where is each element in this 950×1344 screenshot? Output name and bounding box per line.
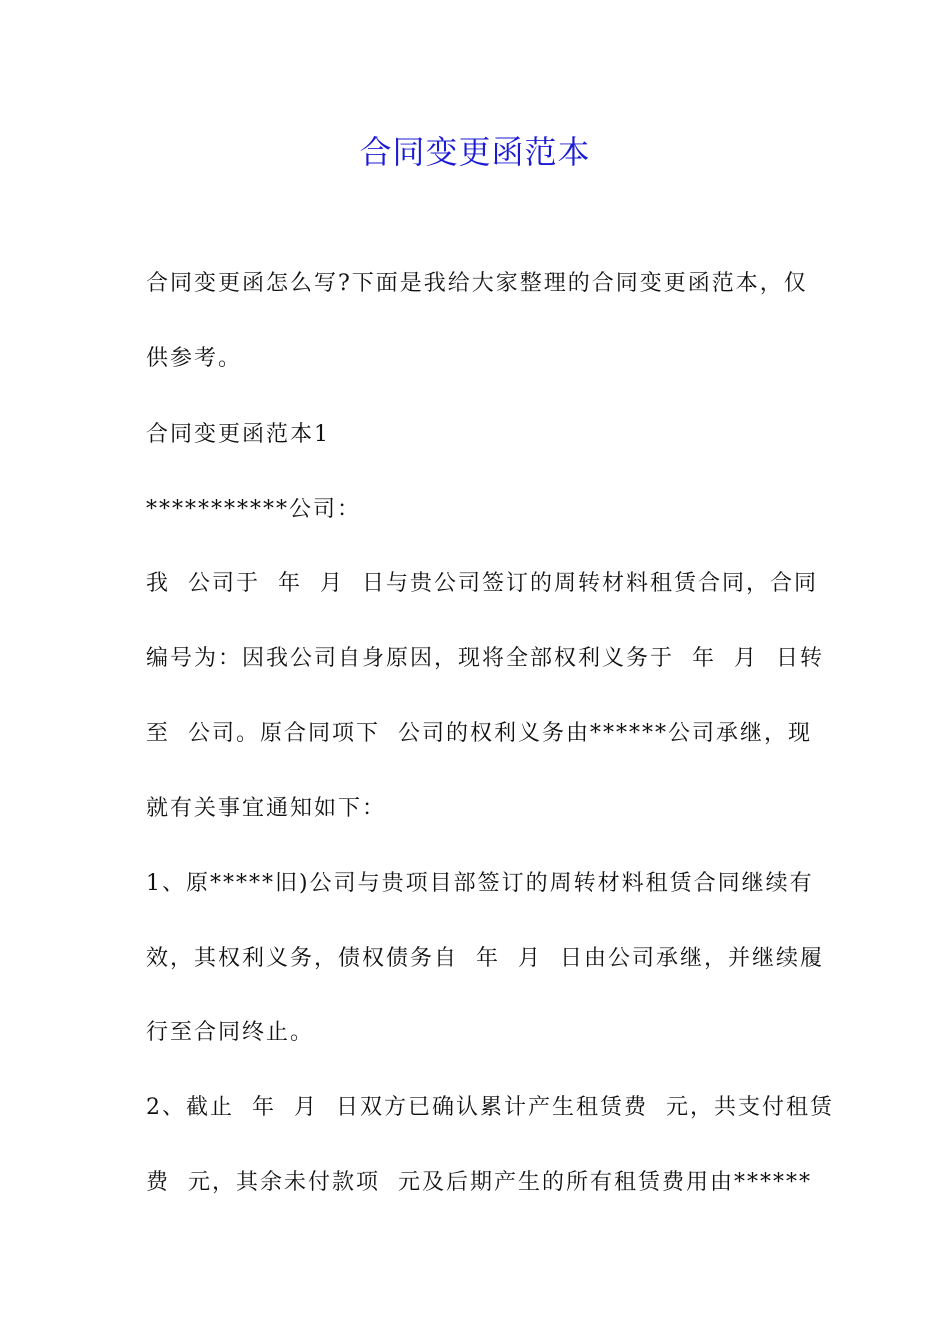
body-line: 编号为：因我公司自身原因，现将全部权利义务于 年 月 日转: [146, 646, 824, 671]
body-line: 就有关事宜通知如下：: [146, 796, 387, 821]
body-line: 行至合同终止。: [146, 1020, 315, 1045]
list-item-1: 1、原*****旧)公司与贵项目部签订的周转材料租赁合同继续有: [146, 871, 814, 896]
section-heading: 合同变更函范本1: [146, 422, 330, 447]
body-line: 至 公司。原合同项下 公司的权利义务由******公司承继，现: [146, 721, 812, 746]
body-line: 我 公司于 年 月 日与贵公司签订的周转材料租赁合同，合同: [146, 571, 818, 596]
salutation: ***********公司：: [146, 497, 362, 522]
body-line: 费 元，其余未付款项 元及后期产生的所有租赁费用由******: [146, 1170, 812, 1195]
body-line: 效，其权利义务，债权债务自 年 月 日由公司承继，并继续履: [146, 946, 824, 971]
body-line: 合同变更函怎么写?下面是我给大家整理的合同变更函范本，仅: [146, 271, 808, 296]
document-title: 合同变更函范本: [359, 133, 591, 171]
body-line: 供参考。: [146, 346, 243, 371]
list-item-2: 2、截止 年 月 日双方已确认累计产生租赁费 元，共支付租赁: [146, 1095, 834, 1120]
